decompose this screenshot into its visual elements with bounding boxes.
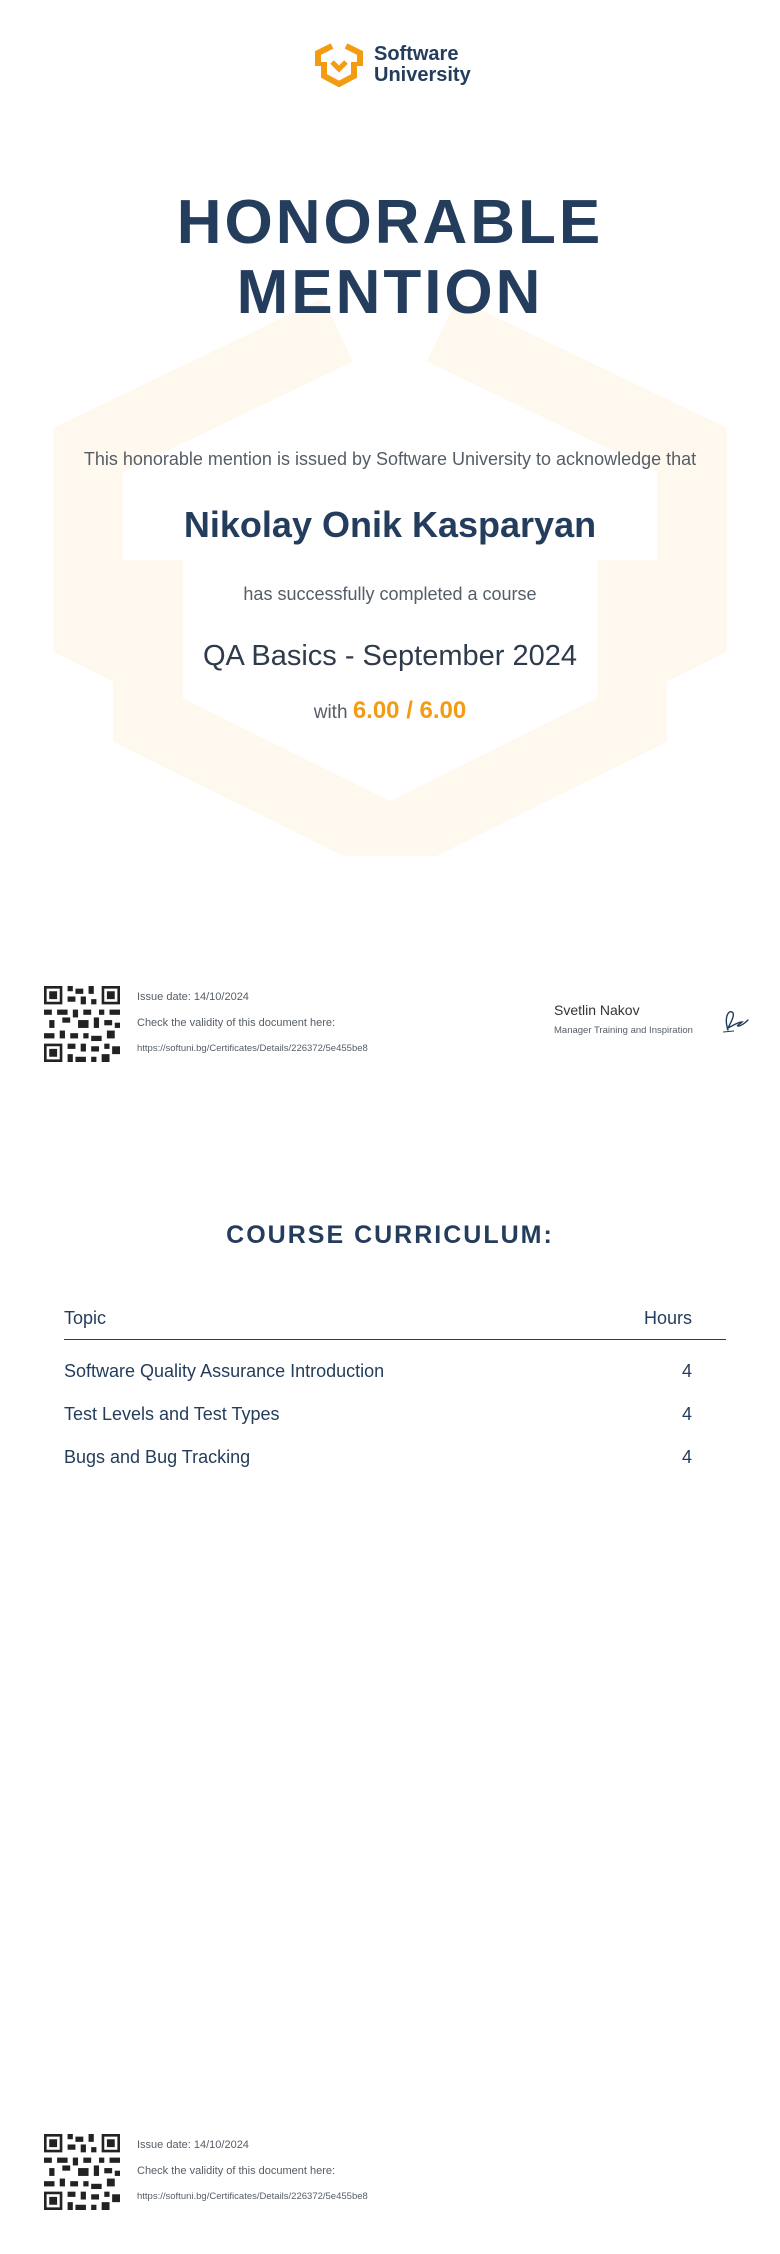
qr-code-icon [44, 2134, 120, 2210]
row-hours: 4 [681, 1361, 692, 1381]
watermark-logo [48, 300, 732, 856]
software-university-logo [314, 42, 474, 94]
qr-code-icon [44, 986, 120, 1062]
row-topic: Test Levels and Test Types [64, 1404, 280, 1424]
signer-role: Manager Training and Inspiration [554, 1025, 693, 1036]
course-name: QA Basics - September 2024 [203, 640, 577, 672]
validation-info [137, 991, 368, 1068]
table-row [64, 1350, 726, 1393]
title-line2: MENTION [236, 258, 544, 327]
validation-link[interactable]: https://softuni.bg/Certificates/Details/226372/5e455be8 [137, 2191, 368, 2202]
grade-line [0, 697, 780, 725]
logo-line2: University [374, 64, 471, 86]
column-hours: Hours [643, 1308, 692, 1328]
issue-date: Issue date: 14/10/2024 [137, 991, 249, 1003]
row-hours: 4 [681, 1404, 692, 1424]
validation-link[interactable]: https://softuni.bg/Certificates/Details/226372/5e455be8 [137, 1043, 368, 1054]
signature-icon [720, 1004, 750, 1034]
issue-date: Issue date: 14/10/2024 [137, 2139, 249, 2151]
column-topic: Topic [64, 1308, 107, 1328]
title-line1: HONORABLE [176, 188, 604, 257]
logo-hexagon-icon [314, 42, 364, 90]
curriculum-header [64, 1308, 726, 1340]
validation-info-footer [137, 2139, 368, 2216]
row-topic: Bugs and Bug Tracking [64, 1447, 251, 1467]
intro-text: This honorable mention is issued by Software University to acknowledge that [83, 449, 697, 469]
completed-text: has successfully completed a course [243, 584, 537, 604]
validity-check-text: Check the validity of this document here: [137, 1017, 336, 1029]
recipient-name: Nikolay Onik Kasparyan [183, 504, 597, 545]
grade-prefix: with [313, 702, 348, 723]
table-row [64, 1436, 726, 1479]
grade-value: 6.00 / 6.00 [352, 697, 467, 724]
row-topic: Software Quality Assurance Introduction [64, 1361, 385, 1381]
signer-name: Svetlin Nakov [554, 1002, 640, 1018]
table-row [64, 1393, 726, 1436]
curriculum-title: COURSE CURRICULUM: [226, 1221, 554, 1249]
logo-line1: Software [374, 43, 459, 65]
row-hours: 4 [681, 1447, 692, 1467]
certificate-title [0, 188, 780, 328]
curriculum-table [64, 1308, 726, 1479]
validity-check-text: Check the validity of this document here: [137, 2165, 336, 2177]
